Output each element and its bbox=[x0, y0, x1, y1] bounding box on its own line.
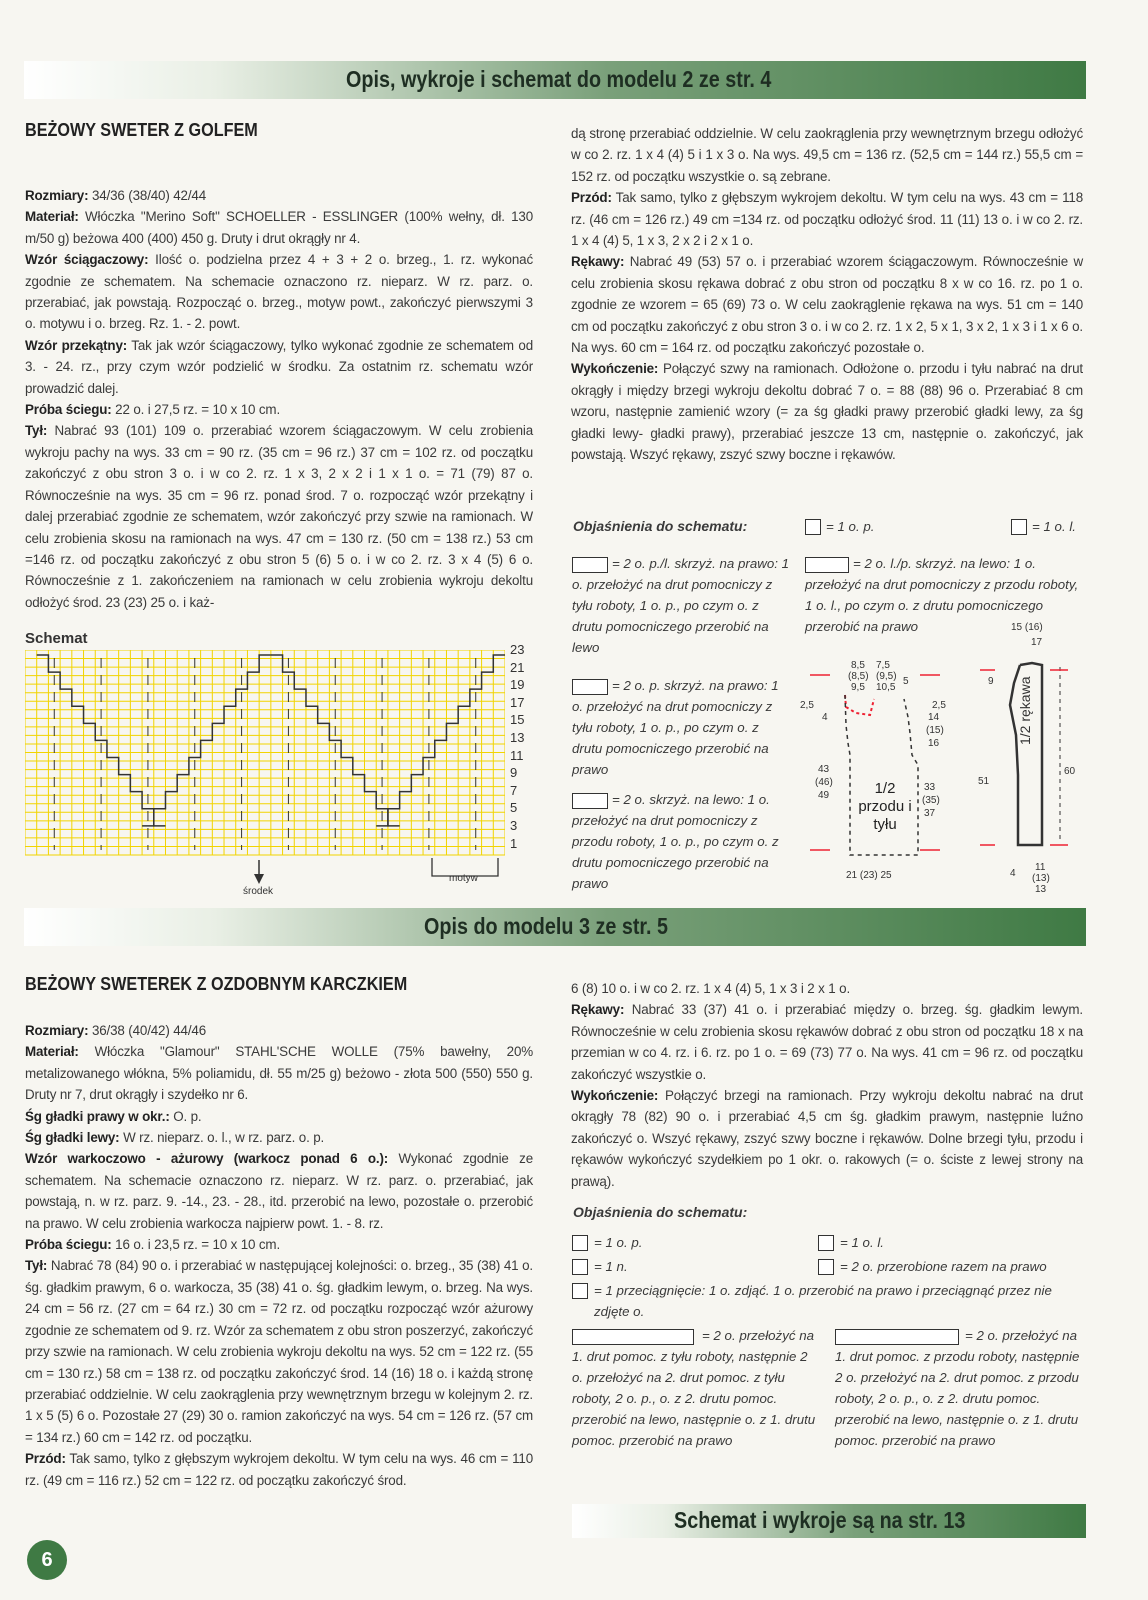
paragraph bbox=[571, 251, 1083, 358]
body-label-text: 1/2 przodu i tyłu bbox=[858, 780, 912, 833]
body-measure-14: 14 bbox=[928, 712, 940, 723]
paragraph bbox=[25, 1448, 533, 1491]
symbol2-k2tog-icon bbox=[818, 1259, 834, 1275]
paragraph-label: Materiał: bbox=[25, 209, 79, 225]
paragraph-text: Nabrać 93 (101) 109 o. przerabiać wzorem ściągaczowym. W celu zrobienia wykroju pachy na wys. 33 cm = 90 rz. (35 cm = 96 rz.) 37 cm = 102 rz. od początku zakończyć z obu stron 3 o. i w co 2. rz. 1 x 3, 2 x 2 i 1 x 1 o. = 71 (79) 87 o. Równocześnie na wys. 35 cm = 96 rz. ponad środ. 7 o. rozpocząć wzór przekątny i dalej przerabiać zgodnie ze schematem, wzór zakończyć przy szwie na ramionach. W celu zrobienia skosu na ramionach na wys. 47 cm = 130 rz. (50 cm = 138 rz.) 53 cm =146 rz. od początku zakończyć z obu stron 5 (6) 5 o. i w co 2. rz. 3 x 4 (5) 6 o. Równocześnie z 1. zakończeniem na ramionach w celu zrobienia wykroju dekoltu odłożyć środ. 23 (23) 25 o. i każ- bbox=[25, 423, 533, 610]
legend2-b bbox=[835, 1325, 1085, 1451]
section2-title: BEŻOWY SWETEREK Z OZDOBNYM KARCZKIEM bbox=[25, 974, 408, 994]
body-measure-15b: (15) bbox=[926, 725, 944, 736]
section2-right-column bbox=[571, 978, 1083, 1192]
legend1-d bbox=[572, 789, 792, 894]
paragraph-label: Rękawy: bbox=[571, 254, 625, 270]
paragraph-text: Tak jak wzór ściągaczowy, tylko wykonać zgodnie ze schematem od 3. - 24. rz., przy czym wzór podzielić w środku. Za ostatnim rz. schematu wzór prowadzić dalej. bbox=[25, 337, 533, 396]
body-measure-5: 5 bbox=[903, 676, 909, 687]
paragraph-text: Tak samo, tylko z głębszym wykrojem dekoltu. W tym celu na wys. 43 cm = 118 rz. (46 cm = 126 rz.) 49 cm =134 rz. od początku odłożyć środ. 11 (11) 13 o. i w co 2. rz. 1 x 4 (4) 5, 1 x 3, 2 x 2 i 2 x 1 o. bbox=[571, 190, 1083, 249]
body-measure-95: 9,5 bbox=[851, 682, 865, 693]
row-number: 11 bbox=[510, 747, 524, 763]
paragraph bbox=[571, 187, 1083, 251]
body-measure-15: 15 (16) bbox=[1011, 622, 1043, 633]
paragraph-label: Materiał: bbox=[25, 1044, 79, 1060]
legend2-l1: = 1 o. l. bbox=[840, 1235, 884, 1250]
body-measure-16: 16 bbox=[928, 738, 940, 749]
sleeve-measure-51: 51 bbox=[978, 776, 990, 787]
row-number: 17 bbox=[510, 694, 525, 710]
legend2-b-text: = 2 o. przełożyć na 1. drut pomoc. z przodu roboty, następnie 2 o. przełożyć na 2. drut pomoc. z przodu roboty, 2 o. p., o. z 2. drutu pomoc. przerobić na lewo, następnie o. z 1. drutu pomoc. przerobić na prawo bbox=[835, 1328, 1080, 1448]
legend1-title bbox=[573, 516, 747, 537]
paragraph-text: 36/38 (40/42) 44/46 bbox=[88, 1023, 206, 1038]
footer-banner-text: Schemat i wykroje są na str. 13 bbox=[674, 1507, 966, 1533]
paragraph bbox=[571, 123, 1083, 187]
sleeve-measure-9: 9 bbox=[988, 676, 994, 687]
paragraph-label: Wykończenie: bbox=[571, 1088, 659, 1104]
paragraph-text: Włóczka "Glamour" STAHL'SCHE WOLLE (75% bawełny, 20% metalizowanego włókna, 5% poliamidu, dł. 55 m/25 g) beżowo - złota 500 (550) 550 g. Druty nr 7, drut okrągły i szydełko nr 6. bbox=[25, 1044, 533, 1103]
section1-banner-title: Opis, wykroje i schemat do modelu 2 ze str. 4 bbox=[346, 66, 772, 92]
diagonal-pattern-line bbox=[376, 655, 505, 826]
paragraph-label: Tył: bbox=[25, 1258, 48, 1274]
paragraph-label: Rozmiary: bbox=[25, 188, 89, 203]
body-label bbox=[855, 780, 915, 834]
row-number: 9 bbox=[510, 765, 518, 781]
section2-banner bbox=[24, 908, 1086, 946]
section1-title: BEŻOWY SWETER Z GOLFEM bbox=[25, 120, 258, 140]
paragraph bbox=[25, 1234, 533, 1255]
row-number: 7 bbox=[510, 782, 518, 798]
body-measure-33: 33 bbox=[924, 782, 936, 793]
body-measure-85b: (8,5) bbox=[848, 671, 869, 682]
body-measure-75: 7,5 bbox=[876, 660, 890, 671]
symbol2-knit-icon bbox=[572, 1235, 588, 1251]
body-measure-4: 4 bbox=[822, 712, 828, 723]
motyw-bracket bbox=[430, 858, 500, 882]
paragraph bbox=[25, 206, 533, 249]
paragraph bbox=[571, 358, 1083, 465]
body-measure-35: (35) bbox=[922, 795, 940, 806]
paragraph bbox=[25, 420, 533, 613]
row-number: 19 bbox=[510, 677, 525, 693]
sleeve-measure-4: 4 bbox=[1010, 868, 1016, 879]
legend1-a bbox=[572, 553, 792, 658]
legend2-przec-text: = 1 przeciągnięcie: 1 o. zdjąć. 1 o. przerobić na prawo i przeciągnąć przez nie zdjęte o. bbox=[594, 1283, 1052, 1319]
body-measure-105: 10,5 bbox=[876, 682, 896, 693]
paragraph bbox=[571, 978, 1083, 999]
paragraph-label: Wzór przekątny: bbox=[25, 337, 128, 353]
paragraph-label: Próba ściegu: bbox=[25, 1237, 112, 1253]
symbol2-yarnover-icon bbox=[572, 1259, 588, 1275]
section1-right-column bbox=[571, 123, 1083, 466]
legend1-c-text: = 2 o. p. skrzyż. na prawo: 1 o. przełożyć na drut pomocniczy z tyłu roboty, 1 o. p., po czym o. z drutu pomocniczego przerobić na prawo bbox=[572, 678, 779, 777]
paragraph-label: Rozmiary: bbox=[25, 1023, 89, 1038]
body-measure-95b: (9,5) bbox=[876, 671, 897, 682]
body-measure-46: (46) bbox=[815, 777, 833, 788]
body-measure-85: 8,5 bbox=[851, 660, 865, 671]
paragraph-label: Wykończenie: bbox=[571, 361, 659, 377]
paragraph-label: Wzór warkoczowo - ażurowy (warkocz ponad 6 o.): bbox=[25, 1151, 389, 1167]
paragraph bbox=[25, 1255, 533, 1448]
section1-left-column bbox=[25, 185, 533, 613]
paragraph-text: 16 o. i 23,5 rz. = 10 x 10 cm. bbox=[111, 1237, 281, 1253]
body-measure-25b: 2,5 bbox=[932, 700, 946, 711]
legend1-title-text: Objaśnienia do schematu: bbox=[573, 518, 748, 534]
diagonal-pattern-line bbox=[142, 655, 271, 826]
legend1-l1: = 1 o. l. bbox=[1032, 519, 1076, 534]
knitting-chart-1 bbox=[25, 650, 505, 865]
footer-banner bbox=[572, 1504, 1086, 1538]
paragraph bbox=[25, 1148, 533, 1234]
body-measure-37: 37 bbox=[924, 808, 936, 819]
legend2-n1: = 1 n. bbox=[594, 1259, 628, 1274]
row-number: 13 bbox=[510, 730, 525, 745]
paragraph bbox=[25, 1127, 533, 1148]
paragraph-label: Rękawy: bbox=[571, 1002, 625, 1018]
schemat-label: Schemat bbox=[25, 630, 88, 647]
legend1-d-text: = 2 o. skrzyż. na lewo: 1 o. przełożyć na drut pomocniczy z przodu roboty, 1 o. p., po czym o. z drutu pomocniczego przerobić na prawo bbox=[572, 792, 779, 891]
paragraph-text: Nabrać 78 (84) 90 o. i przerabiać w następującej kolejności: o. brzeg., 35 (38) 41 o. śg. gładkim prawym, 6 o. warkocza, 35 (38) 41 o. śg. gładkim lewym, o. brzeg. Na wys. 24 cm = 56 rz. (27 cm = 64 rz.) 30 cm = 72 rz. od początku rozpocząć wzór ażurowy zgodnie ze schematem od 9. rz. Wzór za schematem z obu stron poszerzyć, zakończyć przy szwie na ramionach. W celu zrobienia wykroju dekoltu na wys. 52 cm = 122 rz. (55 cm = 130 rz.) 58 cm = 138 rz. od początku zakończyć środ. 14 (16) 18 o. i każdą stronę przerabiać oddzielnie. W celu zaokrąglenia przy wewnętrznym brzegu w kolejnym 2. rz. 1 x 5 (5) 6 o. Pozostałe 27 (29) 30 o. ramion zakończyć na wys. 54 cm = 126 rz. (57 cm = 134 rz.) 60 cm = 142 rz. od początku. bbox=[25, 1258, 533, 1445]
legend2-title-text: Objaśnienia do schematu: bbox=[573, 1204, 748, 1220]
srodek-label: środek bbox=[243, 886, 274, 897]
legend2-title bbox=[573, 1202, 747, 1223]
symbol-knit-icon bbox=[805, 519, 821, 535]
legend1-p1: = 1 o. p. bbox=[826, 519, 875, 534]
legend2-a-text: = 2 o. przełożyć na 1. drut pomoc. z tyłu roboty, następnie 2 o. przełożyć na 2. drut pomoc. z tyłu roboty, 2 o. p., o. z 2. drutu pomoc. przerobić na lewo, następnie o. z 1. drutu pomoc. przerobić na prawo bbox=[572, 1328, 816, 1448]
section2-banner-title: Opis do modelu 3 ze str. 5 bbox=[424, 913, 669, 939]
legend2-razem: = 2 o. przerobione razem na prawo bbox=[840, 1259, 1047, 1274]
symbol2-purl-icon bbox=[818, 1235, 834, 1251]
row-number: 5 bbox=[510, 800, 518, 816]
paragraph-label: Przód: bbox=[25, 1451, 66, 1467]
legend1-a-text: = 2 o. p./l. skrzyż. na prawo: 1 o. przełożyć na drut pomocniczy z tyłu roboty, 1 o. p., po czym o. z drutu pomocniczego przerobić na lewo bbox=[572, 556, 790, 655]
paragraph bbox=[25, 335, 533, 399]
paragraph bbox=[25, 249, 533, 335]
paragraph bbox=[571, 999, 1083, 1085]
paragraph bbox=[571, 1085, 1083, 1192]
legend2-p1: = 1 o. p. bbox=[594, 1235, 643, 1250]
paragraph-text: 22 o. i 27,5 rz. = 10 x 10 cm. bbox=[111, 402, 281, 418]
paragraph-text: 6 (8) 10 o. i w co 2. rz. 1 x 4 (4) 5, 1 x 3 i 2 x 1 o. bbox=[571, 981, 851, 996]
motyw-label: motyw bbox=[449, 873, 478, 884]
paragraph-text: W rz. nieparz. o. l., w rz. parz. o. p. bbox=[119, 1130, 325, 1146]
paragraph-text: Włóczka "Merino Soft" SCHOELLER - ESSLINGER (100% wełny, dł. 130 m/50 g) beżowa 400 (400) 450 g. Druty i drut okrągły nr 4. bbox=[25, 209, 533, 246]
paragraph-label: Próba ściegu: bbox=[25, 402, 112, 418]
section1-banner bbox=[24, 61, 1086, 99]
paragraph-text: dą stronę przerabiać oddzielnie. W celu zaokrąglenia przy wewnętrznym brzegu odłożyć w co 2. rz. 1 x 4 (4) 5 i 1 x 3 o. Na wys. 49,5 cm = 136 rz. (52,5 cm = 144 rz.) 55,5 cm = 152 rz. od początku wszystkie o. są zebrane. bbox=[571, 126, 1083, 184]
row-number: 1 bbox=[510, 835, 518, 851]
legend2-a bbox=[572, 1325, 817, 1451]
legend1-b-text: = 2 o. l./p. skrzyż. na lewo: 1 o. przełożyć na drut pomocniczy z przodu roboty, 1 o. l., po czym o. z drutu pomocniczego przerobić na prawo bbox=[805, 556, 1079, 634]
paragraph-text: Połączyć szwy na ramionach. Odłożone o. przodu i tyłu nabrać na drut okrągły i między brzegi wykroju dekoltu dobrać 7 o. = 88 (88) 96 o. Przerabiać 8 cm wzoru, następnie zamienić wzory (= za śg gładki prawy przerobić gładki lewy, za śg gładki lewy- gładki prawy), przerabiać jeszcze 13 cm, następnie o. zakończyć, jak powstają. Wszyć rękawy, zszyć szwy boczne i rękawów. bbox=[571, 361, 1083, 463]
paragraph-label: Śg gładki lewy: bbox=[25, 1130, 120, 1146]
paragraph-text: Ilość o. podzielna przez 4 + 3 + 2 o. brzeg., 1. rz. wykonać zgodnie ze schematem. Na schemacie oznaczono rz. nieparz. W rz. parz. o. przerabiać, jak powstają. Rozpocząć o. brzeg., motyw powt., zakończyć pierwszymi 3 o. motywu i o. brzeg. Rz. 1. - 2. powt. bbox=[25, 252, 533, 332]
row-number: 3 bbox=[510, 818, 518, 833]
legend1-b bbox=[805, 553, 1085, 637]
paragraph-text: Tak samo, tylko z głębszym wykrojem dekoltu. W tym celu na wys. 46 cm = 110 rz. (49 cm = 116 rz.) 52 cm = 122 rz. od początku zakończyć środ. bbox=[25, 1451, 533, 1488]
paragraph-text: Nabrać 33 (37) 41 o. i przerabiać między o. brzeg. śg. gładkim lewym. Równocześnie w celu zrobienia skosu rękawów dobrać z obu stron od początku 18 x na przemian w co 4. rz. i 6. rz. po 1 o. = 69 (73) 77 o. Na wys. 41 cm = 96 rz. od początku zakończyć wszystkie o. bbox=[571, 1002, 1083, 1082]
center-arrow-icon bbox=[252, 860, 266, 886]
paragraph-text: Połączyć brzegi na ramionach. Przy wykroju dekoltu nabrać na drut okrągły 78 (82) 90 o. i przerabiać 4,5 cm śg. gładkim prawym, następnie luźno zakończyć o. Wszyć rękawy, zszyć szwy boczne i rękawów. Dolne brzegi tyłu, przodu i rękawów wykończyć szydełkiem po 1 okr. o. rakowych (= o. ściste z lewej strony na prawą). bbox=[571, 1088, 1083, 1189]
paragraph-label: Przód: bbox=[571, 190, 612, 206]
paragraph-label: Tył: bbox=[25, 423, 48, 439]
paragraph-text: Wykonać zgodnie ze schematem. Na schemacie oznaczono rz. nieparz. W rz. parz. o. przerabiać, jak powstają, n. w rz. parz. 9. -14., 23. - 28., itd. przerobić na lewo, pozostałe o. przerobić na prawo. W celu zrobienia warkocza najpierw powt. 1. - 8. rz. bbox=[25, 1151, 533, 1231]
paragraph-text: Nabrać 49 (53) 57 o. i przerabiać wzorem ściągaczowym. Równocześnie w celu zrobienia skosu rękawa dobrać z obu stron od początku 8 x w co 16. rz. po 1 o. zgodnie ze wzorem = 65 (69) 73 o. W celu zaokrąglenie rękawa na wys. 51 cm = 140 cm od początku zakończyć z obu stron 3 o. i w co 2. rz. 1 x 2, 5 x 1, 3 x 2, 1 x 3 i 1 x 6 o. Na wys. 60 cm = 164 rz. od początku zakończyć pozostałe o. bbox=[571, 254, 1083, 356]
symbol-purl-icon bbox=[1011, 519, 1027, 535]
sleeve-measure-60: 60 bbox=[1064, 766, 1076, 777]
sleeve-measure-11: 11 bbox=[1035, 862, 1046, 873]
page-number: 6 bbox=[27, 1540, 67, 1580]
paragraph-text: O. p. bbox=[169, 1108, 202, 1124]
paragraph-label: Śg gładki prawy w okr.: bbox=[25, 1108, 170, 1124]
paragraph-text: 34/36 (38/40) 42/44 bbox=[88, 188, 206, 203]
body-measure-17: 17 bbox=[1031, 637, 1043, 648]
paragraph bbox=[25, 399, 533, 420]
legend1-c bbox=[572, 675, 792, 780]
row-number: 23 bbox=[510, 642, 525, 657]
paragraph bbox=[25, 1106, 533, 1127]
body-measure-49: 49 bbox=[818, 790, 830, 801]
sleeve-label: 1/2 rękawa bbox=[1017, 676, 1033, 745]
paragraph bbox=[25, 1041, 533, 1105]
paragraph bbox=[25, 1020, 533, 1041]
paragraph-label: Wzór ściągaczowy: bbox=[25, 252, 149, 268]
legend2-przec bbox=[594, 1280, 1089, 1322]
row-number: 21 bbox=[510, 659, 525, 675]
symbol2-skp-icon bbox=[572, 1283, 588, 1299]
body-measure-width: 21 (23) 25 bbox=[846, 870, 892, 881]
body-measure-43: 43 bbox=[818, 764, 830, 775]
garment-pattern-sleeve bbox=[960, 655, 1070, 890]
paragraph bbox=[25, 185, 533, 206]
row-number: 15 bbox=[510, 712, 525, 728]
sleeve-measure-13: 13 bbox=[1035, 884, 1047, 895]
sleeve-measure-13b: (13) bbox=[1032, 873, 1050, 884]
section2-left-column bbox=[25, 1020, 533, 1491]
body-measure-25a: 2,5 bbox=[800, 700, 814, 711]
